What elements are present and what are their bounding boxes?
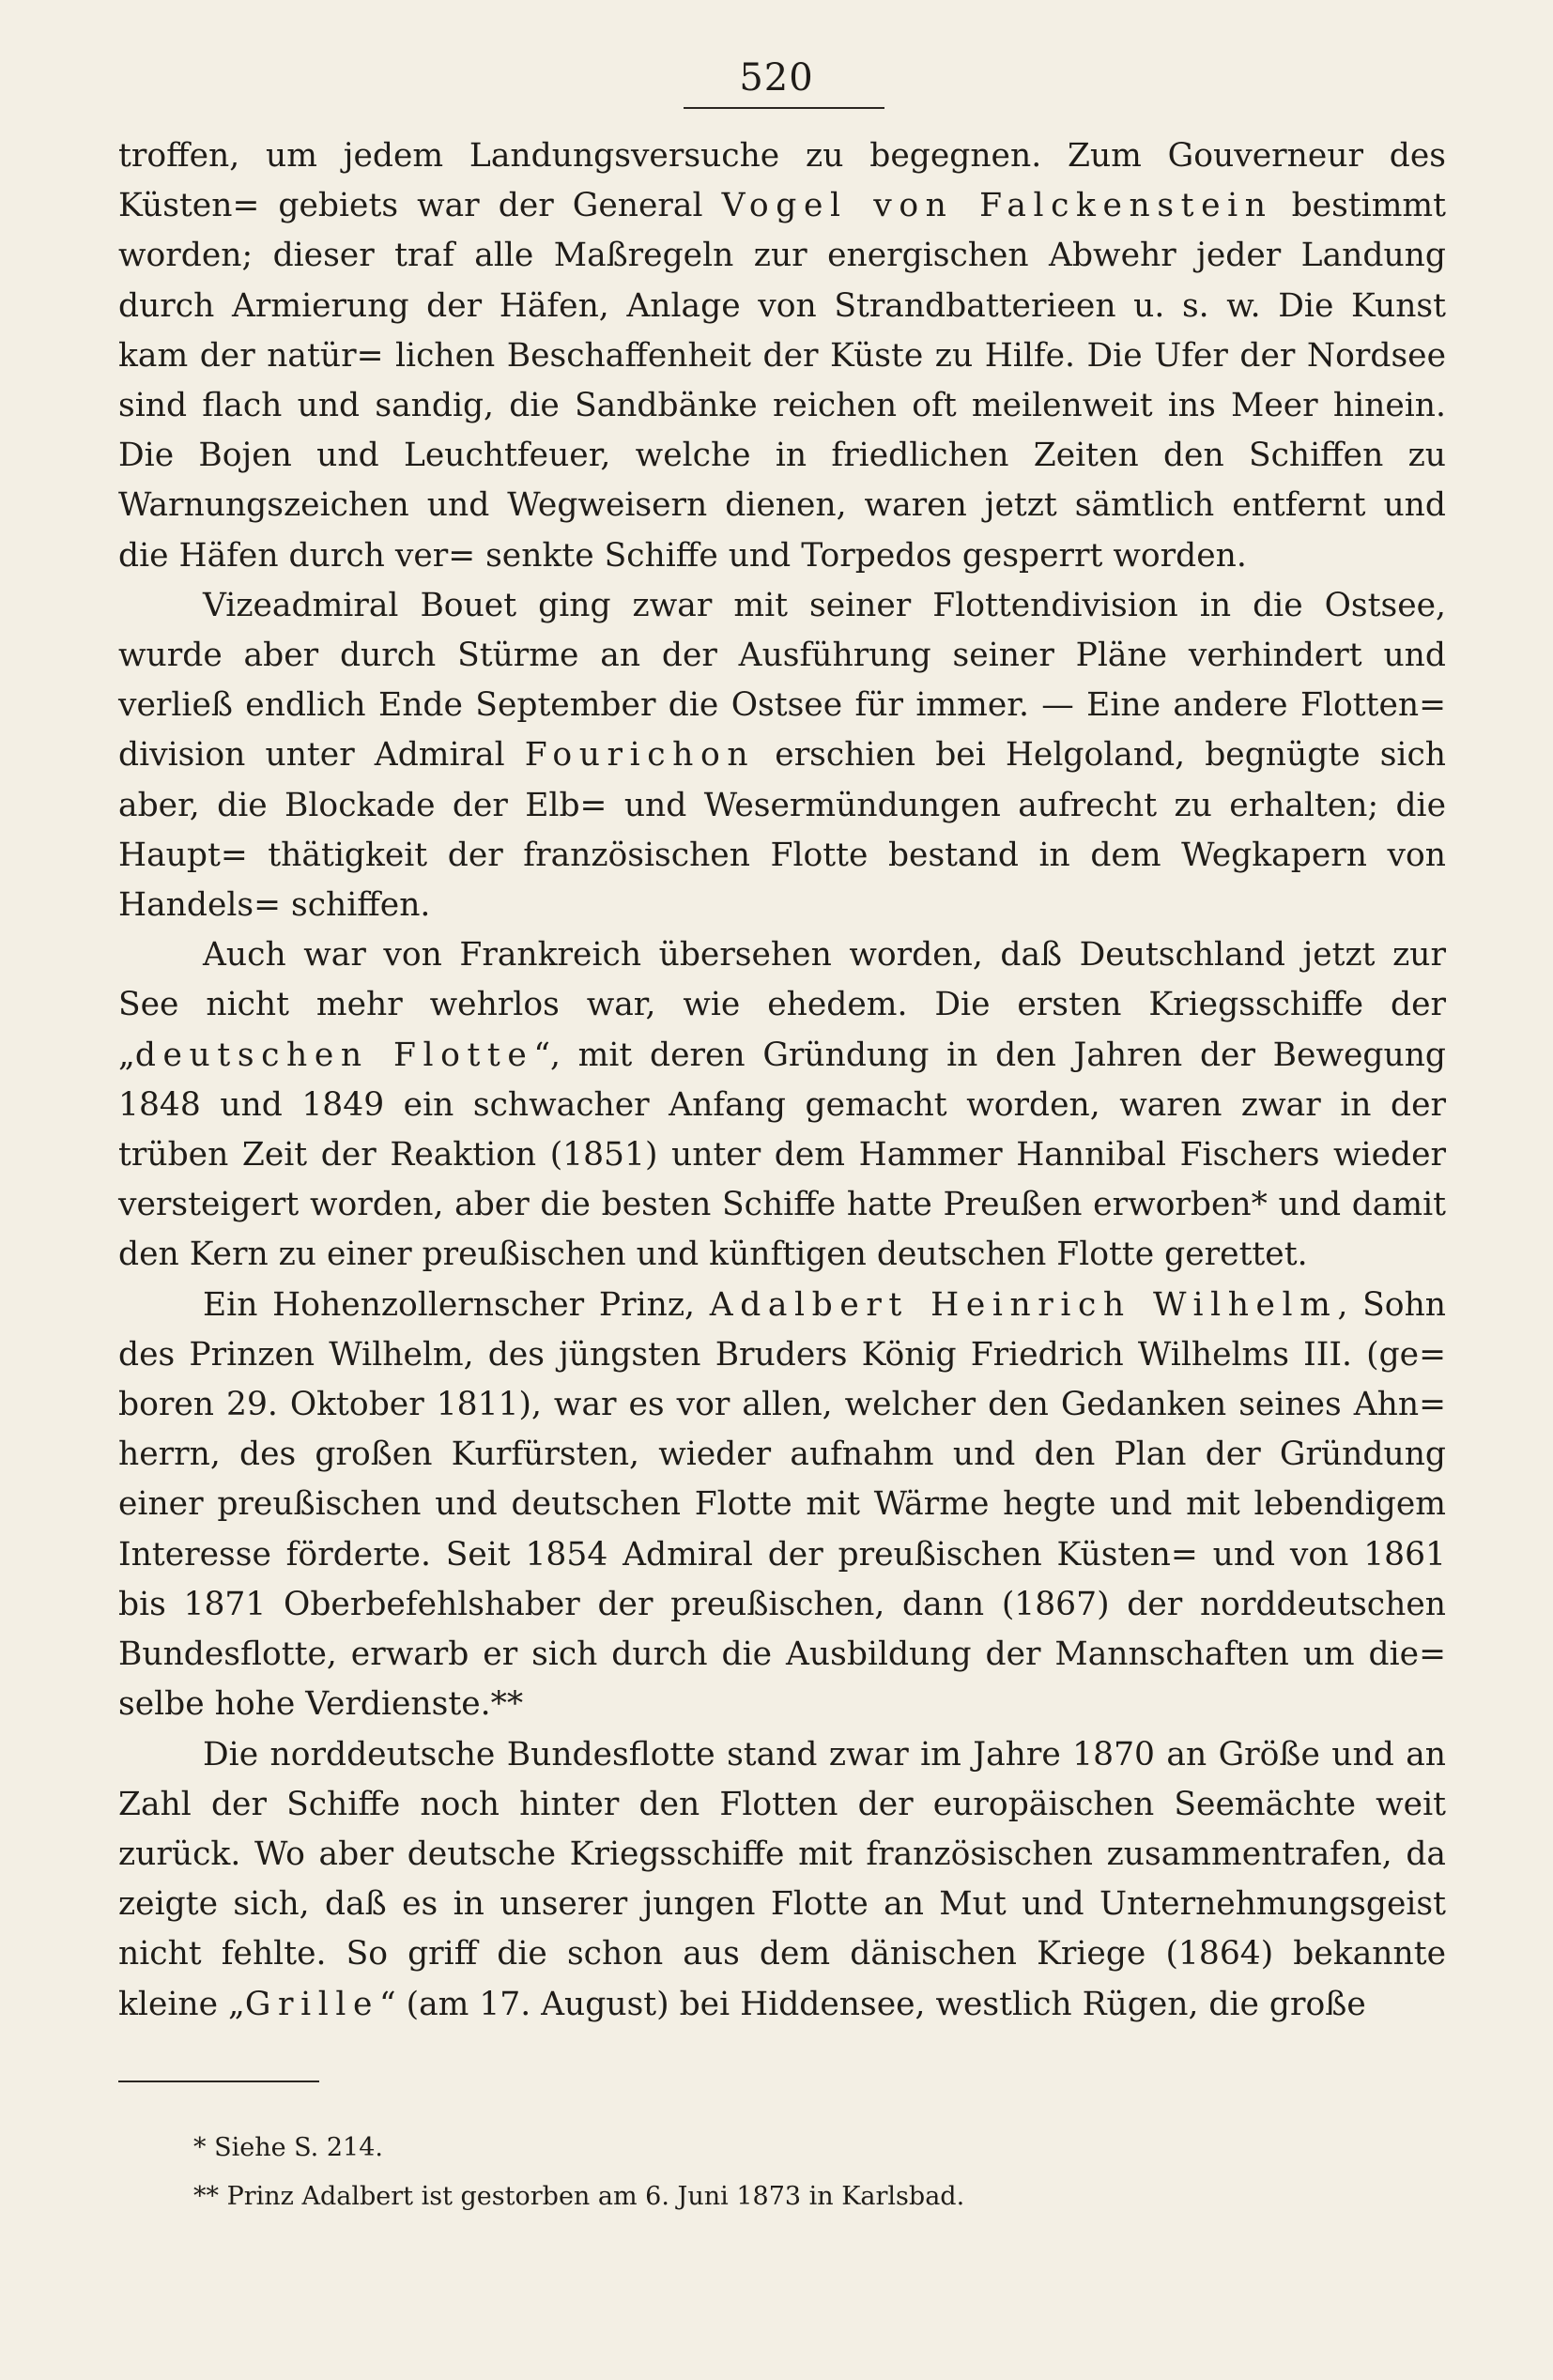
spaced-name: Grille xyxy=(244,1985,379,2023)
spaced-name: deutschen Flotte xyxy=(134,1036,534,1074)
text-run: Die norddeutsche Bundesflotte stand zwar im Jahre 1870 an Größe und an Zahl der Schiffe noch hinter den Flotten der europäischen Seemächte weit zurück. Wo aber deutsche Kriegsschiffe mit französischen zusammentrafen, da zeigte sich, daß es in unserer jungen Flotte an Mut und Unternehmungsgeist nicht fehlte. So griff die schon aus dem dänischen Kriege (1864) bekannte kleine „ xyxy=(118,1735,1446,2023)
spaced-name: Vogel von Falckenstein xyxy=(721,187,1273,225)
page-number: 520 xyxy=(739,56,814,100)
text-run: , Sohn des Prinzen Wilhelm, des jüngsten Bruders König Friedrich Wilhelms III. (ge= boren 29. Oktober 1811), war es vor allen, welcher den Gedanken seines Ahn= herrn, des großen Kurfürsten, wieder aufnahm und den Plan der Gründung einer preußischen und deutschen Flotte mit Wärme hegte und mit lebendigem Interesse förderte. Seit 1854 Admiral der preußischen Küsten= und von 1861 bis 1871 Oberbefehlshaber der preußischen, dann (1867) der norddeutschen Bundesflotte, erwarb er sich durch die Ausbildung der Mannschaften um die= selbe hohe Verdienste.** xyxy=(118,1285,1447,1724)
paragraph xyxy=(118,930,1446,1280)
text-run: “ (am 17. August) bei Hiddensee, westlich Rügen, die große xyxy=(379,1985,1366,2023)
footnotes xyxy=(193,2124,1320,2221)
header-rule xyxy=(684,107,884,109)
text-run: troffen, um jedem Landungsversuche zu begegnen. Zum Gouverneur des Küsten= gebiets war der General xyxy=(118,137,1446,225)
text-run: “, mit deren Gründung in den Jahren der Bewegung 1848 und 1849 ein schwacher Anfang gemacht worden, waren zwar in der trüben Zeit der Reaktion (1851) unter dem Hammer Hannibal Fischers wieder versteigert worden, aber die besten Schiffe hatte Preußen erworben* und damit den Kern zu einer preußischen und künftigen deutschen Flotte gerettet. xyxy=(118,1036,1446,1274)
text-run: erschien bei Helgoland, begnügte sich aber, die Blockade der Elb= und Wesermündungen aufrecht zu erhalten; die Haupt= thätigkeit der französischen Flotte bestand in dem Wegkapern von Handels= schiffen. xyxy=(118,736,1446,925)
text-run: Ein Hohenzollernscher Prinz, xyxy=(203,1285,710,1324)
text-run: Vizeadmiral Bouet ging zwar mit seiner Flottendivision in die Ostsee, wurde aber durch Stürme an der Ausführung seiner Pläne verhindert und verließ endlich Ende September die Ostsee für immer. — Eine andere Flotten= division unter Admiral xyxy=(118,586,1446,775)
spaced-name: Adalbert Heinrich Wilhelm xyxy=(709,1285,1338,1324)
footnote-rule xyxy=(118,2081,319,2082)
body-text xyxy=(118,131,1446,2030)
paragraph xyxy=(118,1730,1446,2030)
text-run: Auch war von Frankreich übersehen worden, daß Deutschland jetzt zur See nicht mehr wehrlos war, wie ehedem. Die ersten Kriegsschiffe der „ xyxy=(118,936,1446,1074)
spaced-name: Fourichon xyxy=(524,736,756,775)
paragraph xyxy=(118,131,1446,581)
footnote: ** Prinz Adalbert ist gestorben am 6. Juni 1873 in Karlsbad. xyxy=(193,2182,965,2211)
paragraph xyxy=(118,1281,1446,1730)
paragraph xyxy=(118,581,1446,930)
footnote: * Siehe S. 214. xyxy=(193,2133,383,2162)
text-run: bestimmt worden; dieser traf alle Maßregeln zur energischen Abwehr jeder Landung durch Armierung der Häfen, Anlage von Strandbatterieen u. s. w. Die Kunst kam der natür= lichen Beschaffenheit der Küste zu Hilfe. Die Ufer der Nordsee sind flach und sandig, die Sandbänke reichen oft meilenweit ins Meer hinein. Die Bojen und Leuchtfeuer, welche in friedlichen Zeiten den Schiffen zu Warnungszeichen und Wegweisern dienen, waren jetzt sämtlich entfernt und die Häfen durch ver= senkte Schiffe und Torpedos gesperrt worden. xyxy=(118,187,1446,575)
